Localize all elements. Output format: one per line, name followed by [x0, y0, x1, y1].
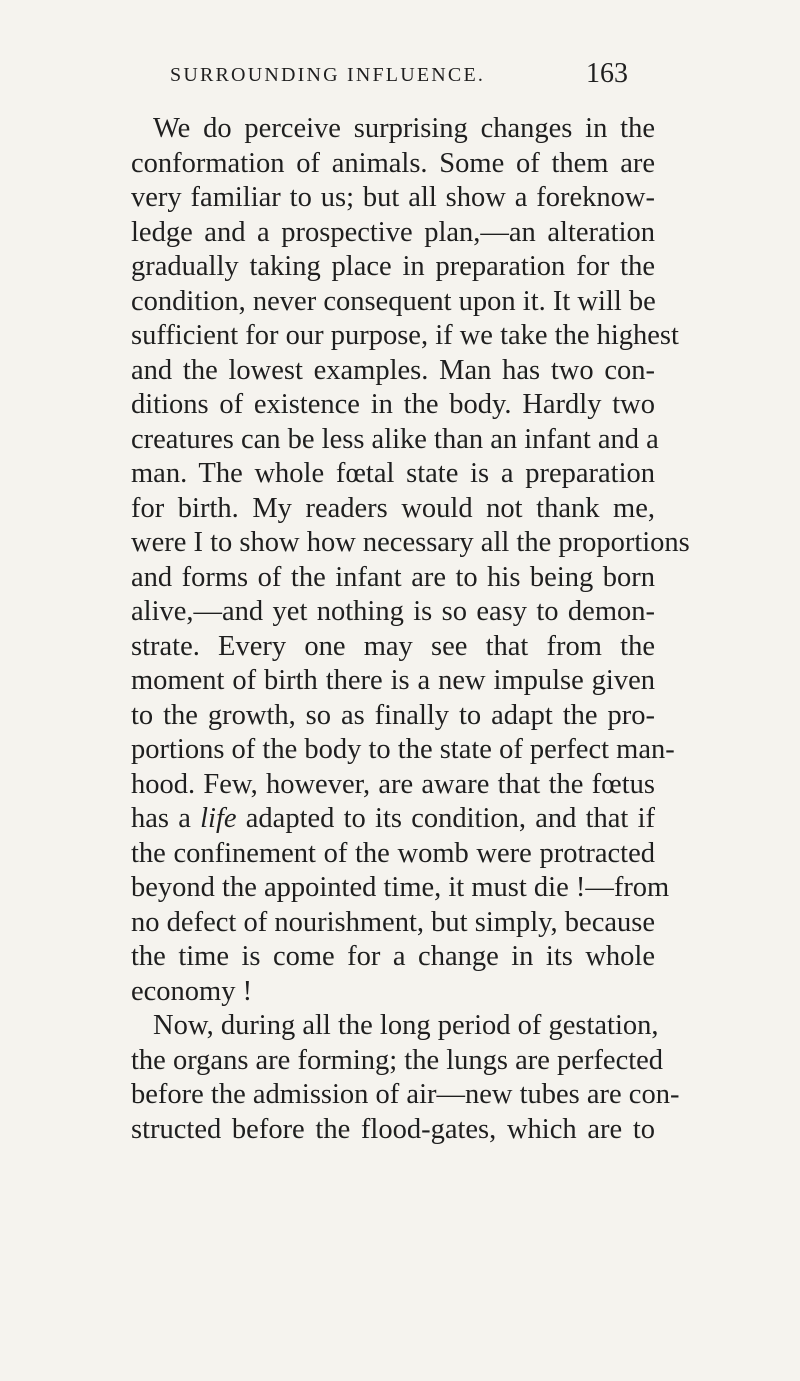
text-line: and the lowest examples. Man has two con-: [131, 354, 655, 386]
text-line: ditions of existence in the body. Hardly two: [131, 389, 655, 420]
text-line: were I to show how necessary all the proportions: [131, 527, 690, 558]
page-number: 163: [586, 58, 628, 89]
text-segment: adapted to its condition, and that if: [236, 803, 655, 834]
text-line: We do perceive surprising changes in the: [153, 113, 655, 144]
text-line: alive,—and yet nothing is so easy to demon-: [131, 596, 655, 627]
text-line: the time is come for a change in its whole: [131, 941, 655, 972]
text-line: to the growth, so as finally to adapt the pro-: [131, 699, 655, 731]
text-line: economy !: [131, 975, 253, 1007]
text-line: sufficient for our purpose, if we take the highest: [131, 320, 679, 351]
text-line: Now, during all the long period of gestation,: [153, 1010, 659, 1041]
body-text: [131, 112, 690, 1147]
text-line: strate. Every one may see that from the: [131, 630, 655, 662]
text-line: beyond the appointed time, it must die !—from: [131, 872, 670, 903]
text-line: no defect of nourishment, but simply, because: [131, 906, 655, 938]
text-line: and forms of the infant are to his being born: [131, 561, 655, 593]
text-segment: has a: [131, 803, 201, 834]
text-line: gradually taking place in preparation for the: [131, 251, 655, 282]
italic-word: life: [200, 803, 237, 834]
running-head-title: SURROUNDING INFLUENCE.: [170, 64, 486, 86]
text-line: condition, never consequent upon it. It will be: [131, 285, 656, 317]
text-line: for birth. My readers would not thank me,: [131, 492, 655, 524]
text-line: portions of the body to the state of perfect man-: [131, 734, 675, 765]
running-head: [170, 58, 628, 98]
text-line: very familiar to us; but all show a foreknow-: [131, 182, 655, 213]
text-line: man. The whole fœtal state is a preparation: [131, 458, 655, 489]
text-line-with-italic: [131, 802, 655, 837]
text-line: ledge and a prospective plan,—an alteration: [131, 216, 655, 248]
text-line: before the admission of air—new tubes are con-: [131, 1079, 680, 1110]
text-line: conformation of animals. Some of them are: [131, 147, 655, 179]
text-line: moment of birth there is a new impulse given: [131, 665, 655, 696]
text-line: the organs are forming; the lungs are perfected: [131, 1044, 664, 1076]
text-line: creatures can be less alike than an infant and a: [131, 423, 659, 455]
text-line: the confinement of the womb were protracted: [131, 837, 655, 869]
text-line: structed before the flood-gates, which are to: [131, 1113, 655, 1145]
text-line: hood. Few, however, are aware that the fœtus: [131, 768, 655, 800]
